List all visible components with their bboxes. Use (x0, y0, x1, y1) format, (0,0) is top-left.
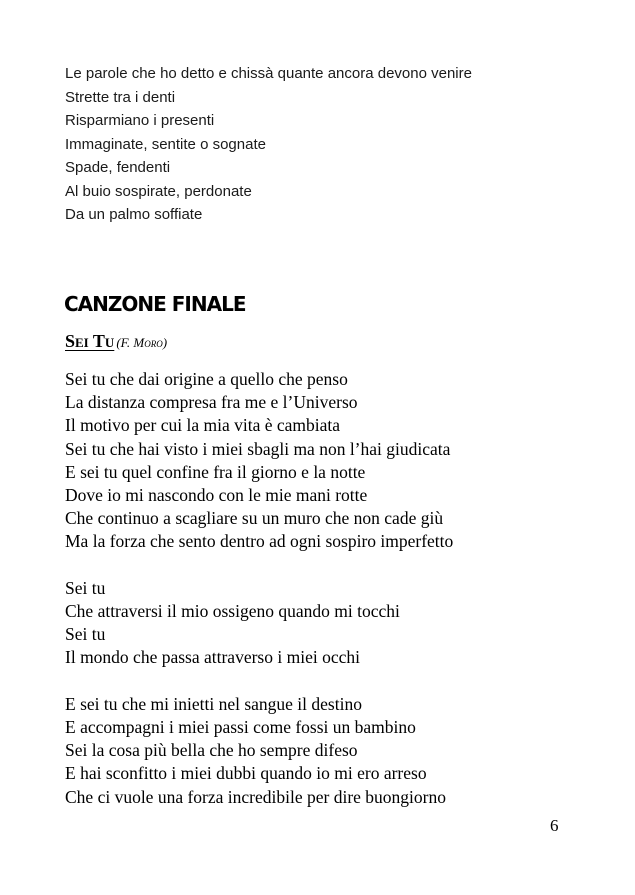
intro-line: Risparmiano i presenti (65, 112, 215, 129)
song-title: Sei Tu (65, 331, 115, 351)
page-number: 6 (550, 816, 559, 835)
stanza-break (65, 554, 453, 577)
song-author: (F. Moro) (116, 335, 168, 350)
lyric-line: Dove io mi nascondo con le mie mani rotte (65, 485, 368, 506)
lyric-line: Che ci vuole una forza incredibile per dire buongiorno (65, 786, 446, 807)
intro-line: Al buio sospirate, perdonate (65, 182, 252, 200)
intro-line: Strette tra i denti (65, 88, 176, 106)
lyric-line: La distanza compresa fra me e l’Universo (65, 392, 358, 413)
lyric-line: Sei tu che dai origine a quello che penso (65, 369, 348, 389)
lyric-line: E sei tu quel confine fra il giorno e la notte (65, 461, 366, 482)
section-title: CANZONE FINALE (64, 292, 246, 316)
lyric-line: E sei tu che mi inietti nel sangue il destino (65, 693, 362, 714)
lyric-line: Sei tu (65, 624, 106, 645)
lyric-line: Il motivo per cui la mia vita è cambiata (65, 415, 341, 436)
lyric-line: Sei la cosa più bella che ho sempre difeso (65, 740, 358, 761)
intro-line: Le parole che ho detto e chissà quante ancora devono venire (65, 65, 472, 82)
lyric-line: E hai sconfitto i miei dubbi quando io mi ero arreso (65, 763, 427, 784)
lyric-line: Che attraversi il mio ossigeno quando mi tocchi (65, 601, 400, 622)
lyric-line: Ma la forza che sento dentro ad ogni sospiro imperfetto (65, 531, 454, 552)
lyric-line: Sei tu che hai visto i miei sbagli ma non l’hai giudicata (65, 438, 451, 459)
intro-line: Spade, fendenti (65, 159, 171, 176)
song-lyrics (65, 368, 453, 809)
intro-line: Immaginate, sentite o sognate (65, 135, 266, 153)
lyric-line: E accompagni i miei passi come fossi un bambino (65, 717, 416, 738)
lyric-line: Il mondo che passa attraverso i miei occhi (65, 647, 360, 668)
stanza-break (65, 670, 453, 693)
lyric-line: Che continuo a scagliare su un muro che non cade giù (65, 508, 444, 529)
intro-lyrics (65, 62, 472, 227)
intro-line: Da un palmo soffiate (65, 206, 203, 223)
song-heading (65, 331, 167, 352)
lyric-line: Sei tu (65, 577, 106, 598)
